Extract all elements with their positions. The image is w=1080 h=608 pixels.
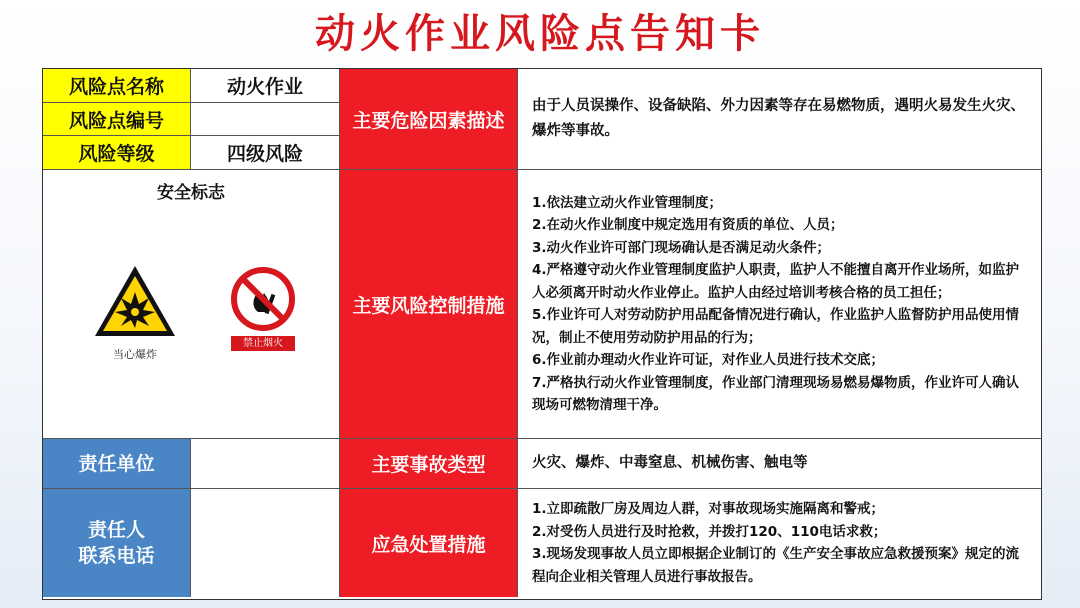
responsible-unit-label: 责任单位 [43, 439, 191, 489]
no-open-flame-label: 禁止烟火 [231, 336, 295, 351]
risk-code-value [191, 103, 340, 136]
explosion-warning-sign [91, 262, 179, 362]
emergency-label: 应急处置措施 [340, 489, 518, 597]
page-title: 动火作业风险点告知卡 [315, 11, 765, 57]
control-measure-item: 4.严格遵守动火作业管理制度监护人职责，监护人不能擅自离开作业场所，如监护人必须离开时动火作业停止。监护人由经过培训考核合格的员工担任； [532, 262, 1020, 301]
control-measure-item: 6.作业前办理动火作业许可证，对作业人员进行技术交底； [532, 352, 885, 368]
contact-value [191, 489, 340, 597]
control-measure-item: 3.动火作业许可部门现场确认是否满足动火条件； [532, 239, 831, 256]
contact-label-line1: 责任人 [87, 519, 145, 541]
risk-name-label: 风险点名称 [43, 69, 191, 103]
emergency-measures [518, 489, 1041, 597]
risk-level-label: 风险等级 [43, 136, 191, 170]
emergency-measure-item: 2.对受伤人员进行及时抢救，并拨打120、110电话求救； [532, 523, 887, 540]
accident-label: 主要事故类型 [340, 439, 518, 489]
responsible-unit-value [191, 439, 340, 489]
control-measure-item: 1.依法建立动火作业管理制度； [532, 194, 723, 211]
risk-name-value: 动火作业 [191, 69, 340, 103]
explosion-warning-icon [91, 262, 179, 342]
control-measures [518, 170, 1041, 439]
no-open-flame-sign [228, 266, 298, 349]
control-label: 主要风险控制措施 [340, 170, 518, 439]
accident-types: 火灾、爆炸、中毒窒息、机械伤害、触电等 [518, 439, 1041, 489]
emergency-measure-item: 1.立即疏散厂房及周边人群，对事故现场实施隔离和警戒； [532, 501, 885, 517]
explosion-warning-label: 当心爆炸 [113, 348, 157, 361]
no-open-flame-icon [228, 266, 298, 332]
control-measure-item: 7.严格执行动火作业管理制度，作业部门清理现场易燃易爆物质，作业许可人确认现场可燃物清理干净。 [532, 374, 1020, 413]
contact-label-line2: 联系电话 [78, 545, 155, 567]
safety-signs-panel [43, 170, 340, 439]
control-measure-item: 2.在动火作业制度中规定选用有资质的单位、人员； [532, 217, 844, 233]
risk-level-value: 四级风险 [191, 136, 340, 170]
safety-signs-title: 安全标志 [157, 183, 225, 203]
emergency-measure-item: 3.现场发现事故人员立即根据企业制订的《生产安全事故应急救援预案》规定的流程向企业相关管理人员进行事故报告。 [532, 546, 1020, 585]
risk-notice-card [42, 68, 1042, 600]
hazard-label: 主要危险因素描述 [340, 69, 518, 170]
control-measure-item: 5.作业许可人对劳动防护用品配备情况进行确认，作业监护人监督防护用品使用情况，制止不使用劳动防护用品的行为； [532, 307, 1020, 346]
risk-code-label: 风险点编号 [43, 103, 191, 136]
hazard-text: 由于人员误操作、设备缺陷、外力因素等存在易燃物质，遇明火易发生火灾、爆炸等事故。 [518, 69, 1041, 170]
contact-label [43, 489, 191, 597]
